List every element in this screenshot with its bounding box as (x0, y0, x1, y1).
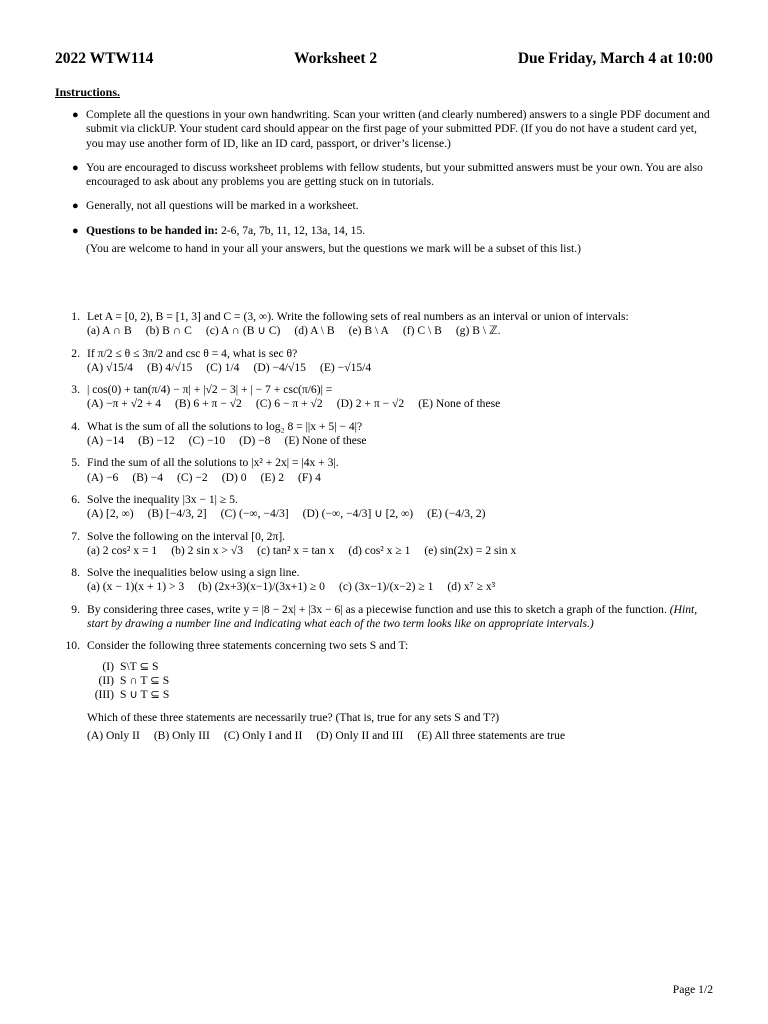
instruction-item (72, 199, 714, 213)
answer-choice: (D) −4/√15 (253, 360, 306, 374)
question-number: 10. (65, 639, 80, 653)
question-item (64, 493, 714, 522)
answer-choice: (f) C \ B (402, 324, 442, 338)
answer-choice: (d) A \ B (294, 324, 335, 338)
answer-choice: (C) 1/4 (206, 360, 240, 374)
question-number: 6. (71, 492, 80, 506)
answer-choice: (B) −4 (132, 470, 164, 484)
answer-choice: (g) B \ ℤ. (455, 324, 501, 338)
answer-choice: (E) All three statements are true (417, 728, 566, 742)
statement-item (87, 688, 714, 702)
question-number: 4. (71, 419, 80, 433)
answer-choice: (C) −2 (177, 470, 208, 484)
answer-choices (87, 507, 714, 521)
answer-choice: (b) B ∩ C (145, 324, 192, 338)
bullet-icon: ● (72, 200, 79, 213)
statement-text: S\T ⊆ S (120, 659, 159, 673)
question-hint: (Hint, start by drawing a number line and indicating what each of the two term looks like on appropriate intervals.) (87, 602, 698, 631)
question-number: 2. (71, 346, 80, 360)
question-text: Consider the following three statements concerning two sets S and T: (87, 639, 409, 653)
answer-choices (87, 361, 714, 375)
answer-choice: (E) None of these (284, 434, 367, 448)
question-number: 8. (71, 566, 80, 580)
bullet-icon: ● (72, 224, 79, 237)
answer-choice: (c) (3x−1)/(x−2) ≥ 1 (338, 580, 434, 594)
answer-choice: (B) [−4/3, 2] (147, 507, 207, 521)
question-number: 1. (71, 310, 80, 323)
question-text: Solve the inequality |3x − 1| ≥ 5. (87, 492, 238, 506)
instruction-text: You are encouraged to discuss worksheet problems with fellow students, but your submitted answers must be your own. You are also encouraged to ask about any problems you are getting stuck on in tutorials. (86, 160, 703, 189)
instructions-title: Instructions. (55, 85, 121, 99)
statement-number: (I) (102, 659, 114, 673)
statement-list (87, 660, 714, 703)
answer-choices (87, 580, 714, 594)
answer-choice: (b) 2 sin x > √3 (171, 543, 244, 557)
instructions-list (72, 108, 714, 256)
answer-choice: (a) A ∩ B (87, 324, 132, 338)
question-item (64, 310, 714, 339)
answer-choice: (B) 6 + π − √2 (175, 397, 242, 411)
answer-choices (87, 397, 714, 411)
question-list (64, 310, 714, 751)
answer-choice: (B) −12 (138, 434, 175, 448)
answer-choices (87, 434, 714, 448)
handin-list: 2-6, 7a, 7b, 11, 12, 13a, 14, 15. (220, 223, 366, 237)
question-text: Solve the following on the interval [0, 2π]. (87, 529, 286, 543)
answer-choice: (A) −6 (87, 470, 119, 484)
answer-choice: (F) 4 (298, 470, 321, 484)
instruction-text: Generally, not all questions will be marked in a worksheet. (86, 199, 359, 213)
question-item (64, 347, 714, 376)
question-item (64, 639, 714, 743)
question-number: 7. (71, 529, 80, 543)
handin-note: (You are welcome to hand in your all your answers, but the questions we mark will be a subset of this list.) (86, 242, 582, 256)
bullet-icon: ● (72, 161, 79, 174)
answer-choice: (D) −8 (239, 434, 271, 448)
answer-choices (87, 324, 714, 338)
instruction-text: Complete all the questions in your own handwriting. Scan your written (and clearly numbered) answers to a single PDF document and submit via clickUP. Your student card should appear on the first page of your submitted PDF. (If you do not have a student card yet, you may use another form of ID, like an ID card, passport, or driver’s license.) (86, 108, 710, 150)
course-code: 2022 WTW114 (55, 50, 154, 67)
answer-choice: (E) (−4/3, 2) (427, 507, 486, 521)
answer-choice: (d) cos² x ≥ 1 (348, 543, 411, 557)
answer-choice: (A) Only II (87, 728, 140, 742)
question-text: What is the sum of all the solutions to log₂ 8 = ||x + 5| − 4|? (87, 419, 363, 433)
question-text: Find the sum of all the solutions to |x² + 2x| = |4x + 3|. (87, 456, 339, 470)
statement-text: S ∩ T ⊆ S (120, 673, 170, 687)
statement-item (87, 660, 714, 674)
question-item (64, 603, 714, 632)
statement-text: S ∪ T ⊆ S (120, 688, 170, 702)
due-date: Due Friday, March 4 at 10:00 (517, 50, 713, 67)
question-text: Solve the inequalities below using a sign line. (87, 566, 300, 580)
question-item (64, 566, 714, 595)
answer-choice: (d) x⁷ ≥ x³ (447, 580, 496, 594)
question-text: By considering three cases, write y = |8 − 2x| + |3x − 6| as a piecewise function and use this to sketch a graph of the function. (87, 602, 667, 616)
answer-choice: (D) 2 + π − √2 (336, 397, 405, 411)
worksheet-title: Worksheet 2 (294, 50, 378, 67)
answer-choices (87, 544, 714, 558)
answer-choice: (C) (−∞, −4/3] (220, 507, 289, 521)
question-item (64, 530, 714, 559)
answer-choice: (A) [2, ∞) (87, 507, 134, 521)
question-item (64, 383, 714, 412)
answer-choice: (c) tan² x = tan x (257, 543, 335, 557)
instruction-item (72, 161, 714, 190)
answer-choice: (A) −14 (87, 434, 125, 448)
bullet-icon: ● (72, 109, 79, 121)
answer-choice: (D) 0 (221, 470, 247, 484)
instruction-item (72, 224, 714, 238)
answer-choice: (C) −10 (188, 434, 226, 448)
answer-choice: (C) Only I and II (223, 728, 303, 742)
answer-choice: (e) B \ A (348, 324, 389, 338)
answer-choice: (a) 2 cos² x = 1 (87, 543, 158, 557)
answer-choice: (b) (2x+3)(x−1)/(3x+1) ≥ 0 (198, 580, 325, 594)
page-number: Page 1/2 (672, 983, 713, 996)
question-number: 9. (71, 602, 80, 616)
question-text: If π/2 ≤ θ ≤ 3π/2 and csc θ = 4, what is sec θ? (87, 346, 298, 360)
answer-choice: (C) 6 − π + √2 (255, 397, 323, 411)
answer-choice: (A) −π + √2 + 4 (87, 397, 162, 411)
question-followup: Which of these three statements are necessarily true? (That is, true for any sets S and T?) (87, 710, 500, 724)
answer-choice: (E) 2 (260, 470, 285, 484)
answer-choice: (A) √15/4 (87, 360, 133, 374)
question-item (64, 456, 714, 485)
statement-number: (III) (94, 688, 114, 702)
answer-choice: (e) sin(2x) = 2 sin x (424, 543, 517, 557)
answer-choice: (E) −√15/4 (319, 360, 372, 374)
handin-label: Questions to be handed in: (86, 223, 219, 237)
answer-choice: (D) (−∞, −4/3] ∪ [2, ∞) (302, 507, 414, 521)
instruction-item (72, 108, 714, 151)
question-number: 3. (71, 383, 80, 397)
question-text: Let A = [0, 2), B = [1, 3] and C = (3, ∞). Write the following sets of real numbers as an interval or union of intervals: (87, 310, 629, 323)
question-number: 5. (71, 456, 80, 470)
answer-choice: (D) Only II and III (316, 728, 404, 742)
answer-choice: (B) Only III (153, 728, 210, 742)
question-text: | cos(0) + tan(π/4) − π| + |√2 − 3| + | − 7 + csc(π/6)| = (87, 383, 333, 397)
answer-choice: (a) (x − 1)(x + 1) > 3 (87, 580, 185, 594)
question-item (64, 420, 714, 449)
answer-choice: (B) 4/√15 (146, 360, 193, 374)
statement-number: (II) (98, 673, 114, 687)
answer-choice: (E) None of these (418, 397, 501, 411)
answer-choice: (c) A ∩ (B ∪ C) (205, 324, 281, 338)
answer-choices (87, 729, 714, 743)
statement-item (87, 674, 714, 688)
page-header (55, 50, 713, 68)
answer-choices (87, 471, 714, 485)
